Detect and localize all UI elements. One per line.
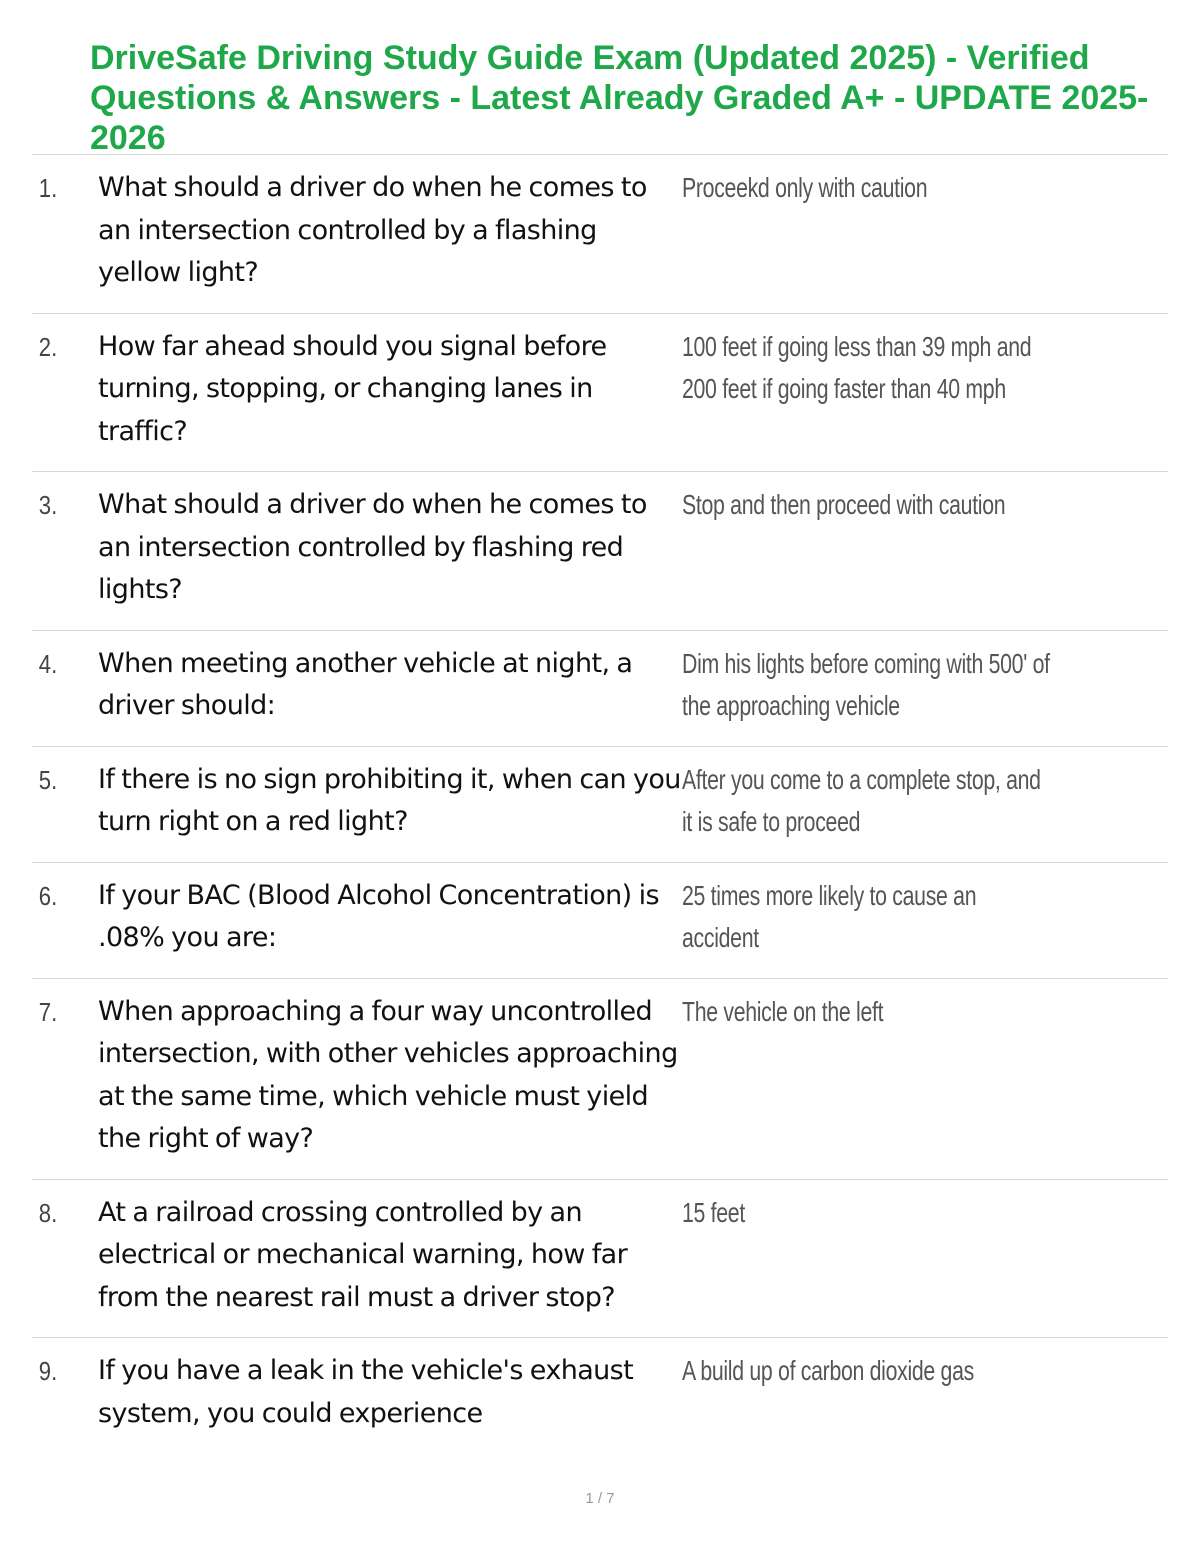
qa-item bbox=[32, 472, 1168, 631]
question-number: 2. bbox=[38, 331, 58, 362]
question-number: 7. bbox=[38, 996, 58, 1027]
document-title: DriveSafe Driving Study Guide Exam (Updated 2025) - Verified Questions & Answers - Latest Already Graded A+ - UPDATE 2025-2026 bbox=[90, 39, 1149, 157]
qa-item bbox=[32, 1338, 1168, 1453]
question-text: When approaching a four way uncontrolled intersection, with other vehicles approaching at the same time, which vehicle must yield the right of way? bbox=[98, 995, 678, 1154]
qa-item bbox=[32, 863, 1168, 979]
answer-text: Stop and then proceed with caution bbox=[682, 489, 1006, 520]
question-text: How far ahead should you signal before turning, stopping, or changing lanes in traffic? bbox=[98, 330, 607, 447]
answer-text: Proceekd only with caution bbox=[682, 172, 928, 203]
answer-text: 15 feet bbox=[682, 1196, 745, 1228]
question-text: If your BAC (Blood Alcohol Concentration) is .08% you are: bbox=[98, 879, 659, 953]
question-text: At a railroad crossing controlled by an electrical or mechanical warning, how far from the nearest rail must a driver stop? bbox=[98, 1196, 628, 1313]
qa-item bbox=[32, 1180, 1168, 1339]
question-number: 6. bbox=[38, 880, 58, 911]
question-number: 8. bbox=[38, 1197, 58, 1228]
answer-text: After you come to a complete stop, and it is safe to proceed bbox=[682, 763, 1041, 837]
qa-item bbox=[32, 631, 1168, 747]
question-text: What should a driver do when he comes to an intersection controlled by flashing red lights? bbox=[98, 489, 647, 605]
qa-item bbox=[32, 314, 1168, 473]
answer-text: The vehicle on the left bbox=[682, 995, 884, 1027]
answer-text: Dim his lights before coming with 500' of the approaching vehicle bbox=[682, 647, 1050, 721]
question-text: If you have a leak in the vehicle's exhaust system, you could experience bbox=[98, 1355, 634, 1429]
answer-text: 25 times more likely to cause an accident bbox=[682, 879, 977, 953]
question-number: 5. bbox=[38, 764, 58, 795]
question-text: When meeting another vehicle at night, a driver should: bbox=[98, 647, 633, 721]
qa-list bbox=[0, 155, 1200, 1453]
qa-item bbox=[32, 155, 1168, 314]
answer-text: 100 feet if going less than 39 mph and 200 feet if going faster than 40 mph bbox=[682, 330, 1032, 404]
qa-item bbox=[32, 979, 1168, 1180]
question-number: 4. bbox=[38, 648, 58, 679]
question-number: 3. bbox=[38, 490, 58, 520]
qa-item bbox=[32, 747, 1168, 863]
question-text: If there is no sign prohibiting it, when can you turn right on a red light? bbox=[98, 763, 681, 837]
page-indicator: 1 / 7 bbox=[585, 1490, 615, 1507]
question-text: What should a driver do when he comes to an intersection controlled by a flashing yellow light? bbox=[98, 172, 647, 288]
question-number: 9. bbox=[38, 1356, 58, 1386]
question-number: 1. bbox=[38, 173, 58, 203]
answer-text: A build up of carbon dioxide gas bbox=[682, 1355, 974, 1386]
